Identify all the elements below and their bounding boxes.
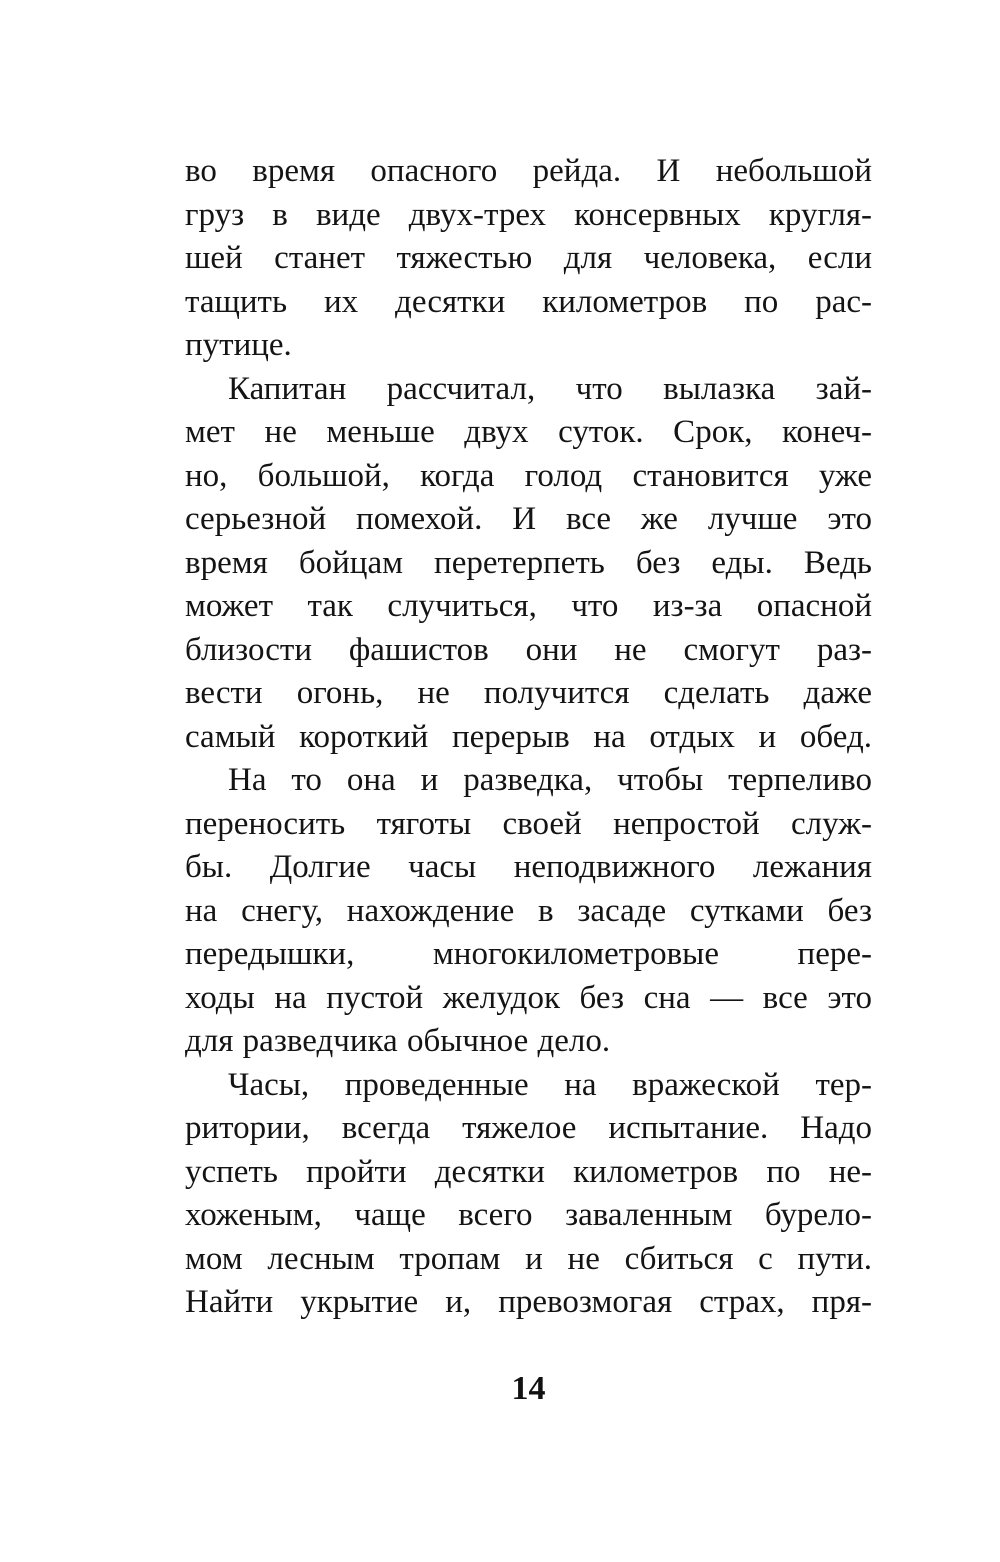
paragraph <box>185 150 872 368</box>
text-line: во время опасного рейда. И небольшой <box>185 153 872 189</box>
text-line: ходы на пустой желудок без сна — все это <box>185 979 872 1016</box>
text-line: бы. Долгие часы неподвижного лежания <box>185 849 872 885</box>
text-line: вести огонь, не получится сделать даже <box>185 675 872 711</box>
paragraph <box>185 1064 872 1325</box>
text-line: хоженым, чаще всего заваленным бурело- <box>185 1197 872 1233</box>
text-line: успеть пройти десятки километров по не- <box>185 1153 872 1190</box>
text-line: Найти укрытие и, превозмогая страх, пря- <box>185 1284 872 1320</box>
page-number: 14 <box>511 1370 546 1407</box>
text-line: может так случиться, что из-за опасной <box>185 588 872 624</box>
text-line: самый короткий перерыв на отдых и обед. <box>185 718 872 755</box>
text-line: серьезной помехой. И все же лучше это <box>185 501 872 537</box>
text-line: груз в виде двух-трех консервных кругля- <box>185 196 872 233</box>
text-line: шей станет тяжестью для человека, если <box>185 240 872 276</box>
text-line: мет не меньше двух суток. Срок, конеч- <box>185 414 872 450</box>
text-line: Часы, проведенные на вражеской тер- <box>228 1066 872 1103</box>
text-line: тащить их десятки километров по рас- <box>185 283 872 320</box>
text-line: переносить тяготы своей непростой служ- <box>185 805 872 842</box>
text-line: На то она и разведка, чтобы терпеливо <box>228 762 872 798</box>
paragraph <box>185 368 872 760</box>
text-line: для разведчика обычное дело. <box>185 1023 611 1059</box>
text-line: Капитан рассчитал, что вылазка зай- <box>228 370 872 407</box>
text-line: время бойцам перетерпеть без еды. Ведь <box>185 544 872 581</box>
text-block <box>185 150 872 1325</box>
text-line: на снегу, нахождение в засаде сутками без <box>185 892 872 929</box>
text-line: мом лесным тропам и не сбиться с пути. <box>185 1240 872 1277</box>
text-line: но, большой, когда голод становится уже <box>185 457 872 494</box>
text-line: близости фашистов они не смогут раз- <box>185 631 872 668</box>
text-line: ритории, всегда тяжелое испытание. Надо <box>185 1110 872 1146</box>
text-line: путице. <box>185 327 292 363</box>
paragraph <box>185 759 872 1064</box>
text-line: передышки, многокилометровые пере- <box>185 936 872 972</box>
